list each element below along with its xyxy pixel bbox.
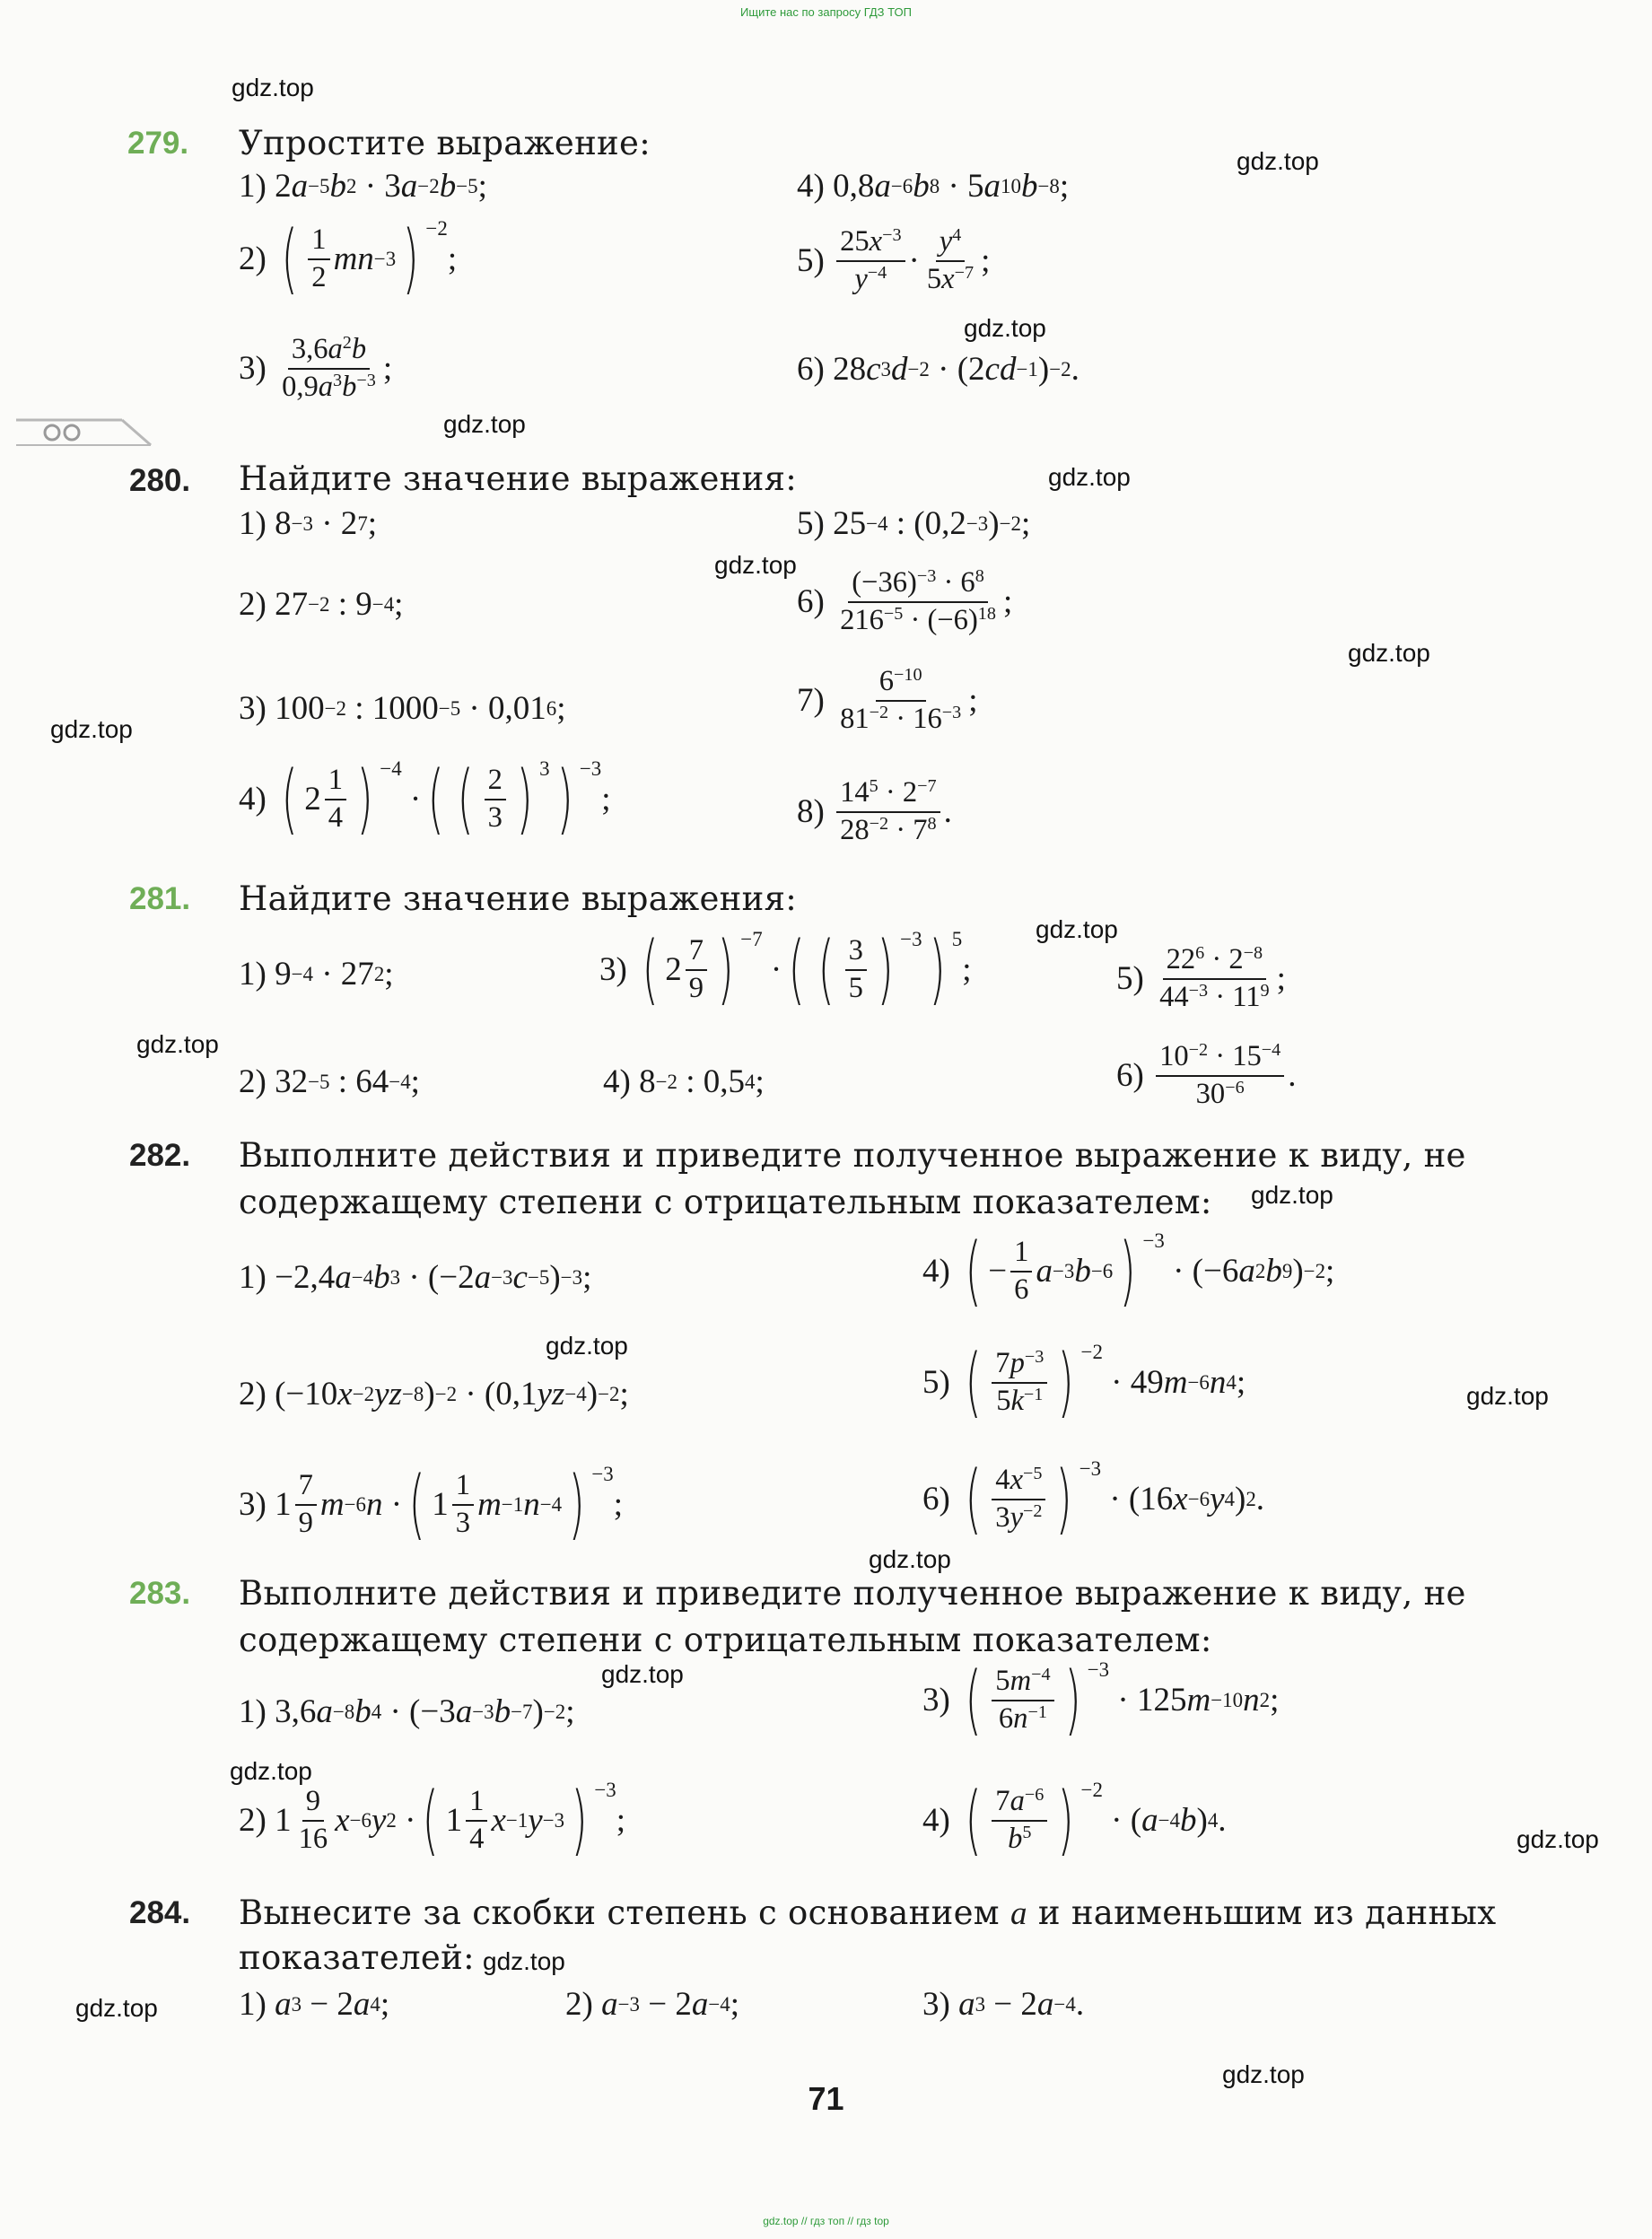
- expression: 1) 3,6 a −8 b 4 · (−3 a −3 b −7 ) −2 ;: [239, 1693, 575, 1730]
- watermark: gdz.top: [443, 410, 526, 438]
- expression: 6) $\frac{10^{-2} \cdot 15^{-4}}{30^{-6}}$ .: [1116, 1039, 1297, 1110]
- expression: 6) ( $\frac{4x^{-5}}{3y^{-2}}$ ) −3 · (16 x −6 y 4 ) 2 .: [922, 1454, 1265, 1544]
- expression: 3) 1 $\frac{7}{9}$ m −6 n · ( 1 $\frac{1}{3}$ m −1 n −4 ) −3 ;: [239, 1459, 623, 1549]
- expression: 2) 1 $\frac{9}{16}$ x −6 y 2 · ( 1 $\frac{1}{4}$ x −1 y −3 ) −3 ;: [239, 1775, 626, 1865]
- watermark: gdz.top: [1251, 1181, 1333, 1209]
- expression: 1) 2 a −5 b 2 · 3 a −2 b −5 ;: [239, 168, 487, 205]
- expression: 5) ( $\frac{7p^{-3}}{5k^{-1}}$ ) −2 · 49 m −6 n 4 ;: [922, 1337, 1246, 1427]
- expression: 5) $\frac{25x^{-3}}{y^{-4}}$ · $\frac{y^4}{5x^{-7}}$ ;: [797, 224, 991, 295]
- problem-number: 283.: [129, 1576, 191, 1611]
- expression: 3) ( $\frac{5m^{-4}}{6n^{-1}}$ ) −3 · 125 m −10 n 2 ;: [922, 1655, 1280, 1745]
- watermark: gdz.top: [601, 1660, 684, 1688]
- expression: 3) ( 2 $\frac{7}{9}$ ) −7 · ( ( $\frac{3}{5}$ ) −3 ) 5 ;: [599, 924, 972, 1014]
- expression: 3) 100 −2 : 1000 −5 · 0,01 6 ;: [239, 690, 566, 727]
- watermark: gdz.top: [1237, 147, 1319, 175]
- problem-title: Выполните действия и приведите полученное выражение к виду, не: [239, 1136, 1466, 1175]
- problem-title: содержащему степени с отрицательным показателем:: [239, 1183, 1212, 1221]
- watermark: gdz.top: [483, 1947, 565, 1975]
- problem-title: содержащему степени с отрицательным показателем:: [239, 1621, 1212, 1659]
- watermark: gdz.top: [546, 1332, 628, 1360]
- expression: 5) 25 −4 : (0,2 −3 ) −2 ;: [797, 505, 1031, 542]
- expression: 4) ( − $\frac{1}{6}$ a −3 b −6 ) −3 · (−6 a 2 b 9 ) −2 ;: [922, 1226, 1335, 1316]
- page-number: 71: [808, 2080, 844, 2117]
- watermark: gdz.top: [1036, 915, 1118, 943]
- expression: 1) 9 −4 · 27 2 ;: [239, 956, 394, 993]
- problem-title: Упростите выражение:: [239, 124, 651, 162]
- problem-title: Вынесите за скобки степень с основанием a и наименьшим из данных: [239, 1894, 1497, 1932]
- expression: 5) $\frac{22^6 \cdot 2^{-8}}{44^{-3} \cdot 11^9}$ ;: [1116, 942, 1286, 1013]
- problem-number: 279.: [127, 126, 189, 161]
- problem-number: 284.: [129, 1895, 191, 1930]
- problem-title: Выполните действия и приведите полученное выражение к виду, не: [239, 1574, 1466, 1613]
- expression: 2) 32 −5 : 64 −4 ;: [239, 1063, 420, 1100]
- expression: 3) a 3 − 2 a −4 .: [922, 1986, 1085, 2023]
- watermark: gdz.top: [1517, 1825, 1599, 1853]
- expression: 2) (−10 x −2 yz −8 ) −2 · (0,1 yz −4 ) −2 ;: [239, 1376, 629, 1412]
- expression: 6) 28 c 3 d −2 · (2 cd −1 ) −2 .: [797, 351, 1079, 388]
- expression: 4) 0,8 a −6 b 8 · 5 a 10 b −8 ;: [797, 168, 1070, 205]
- expression: 1) a 3 − 2 a 4 ;: [239, 1986, 390, 2023]
- expression: 2) a −3 − 2 a −4 ;: [565, 1986, 740, 2023]
- problem-title: Найдите значение выражения:: [239, 459, 797, 498]
- watermark: gdz.top: [1348, 639, 1430, 667]
- expression: 4) ( $\frac{7a^{-6}}{b^5}$ ) −2 · ( a −4 b ) 4 .: [922, 1775, 1227, 1865]
- expression: 1) −2,4 a −4 b 3 · (−2 a −3 c −5 ) −3 ;: [239, 1259, 592, 1296]
- watermark: gdz.top: [50, 715, 133, 743]
- watermark: gdz.top: [714, 551, 797, 579]
- watermark: gdz.top: [1466, 1382, 1549, 1410]
- watermark: gdz.top: [230, 1757, 312, 1785]
- expression: 1) 8 −3 · 2 7 ;: [239, 505, 378, 542]
- problem-number: 282.: [129, 1138, 191, 1173]
- expression: 2) ( $\frac{1}{2}$ mn −3 ) −2 ;: [239, 214, 458, 303]
- watermark: gdz.top: [136, 1030, 219, 1058]
- footer-note: gdz.top // гдз топ // гдз top: [763, 2215, 889, 2227]
- margin-decoration-icon: [16, 415, 178, 450]
- problem-title: показателей:: [239, 1938, 475, 1977]
- header-note: Ищите нас по запросу ГДЗ ТОП: [740, 5, 912, 19]
- expression: 2) 27 −2 : 9 −4 ;: [239, 586, 404, 623]
- watermark: gdz.top: [75, 1994, 158, 2022]
- problem-title: Найдите значение выражения:: [239, 879, 797, 918]
- expression: 4) 8 −2 : 0,5 4 ;: [603, 1063, 765, 1100]
- expression: 3) $\frac{3,6a^2b}{0,9a^3b^{-3}}$ ;: [239, 332, 393, 403]
- watermark: gdz.top: [232, 74, 314, 101]
- expression: 6) $\frac{(-36)^{-3} \cdot 6^8}{216^{-5} \cdot (-6)^{18}}$ ;: [797, 565, 1013, 636]
- watermark: gdz.top: [1048, 463, 1131, 491]
- expression: 8) $\frac{14^5 \cdot 2^{-7}}{28^{-2} \cdot 7^8}$ .: [797, 775, 952, 846]
- problem-number: 280.: [129, 463, 191, 498]
- expression: 4) ( 2 $\frac{1}{4}$ ) −4 · ( ( $\frac{2}{3}$ ) 3 ) −3 ;: [239, 754, 611, 844]
- watermark: gdz.top: [964, 314, 1046, 342]
- watermark: gdz.top: [1222, 2060, 1305, 2088]
- expression: 7) $\frac{6^{-10}}{81^{-2} \cdot 16^{-3}}$ ;: [797, 664, 978, 735]
- watermark: gdz.top: [869, 1545, 951, 1573]
- problem-number: 281.: [129, 881, 191, 916]
